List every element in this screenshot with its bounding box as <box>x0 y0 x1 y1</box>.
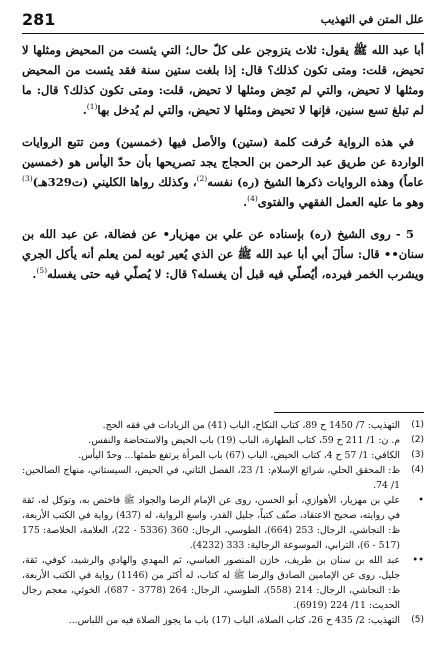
footnote-3 <box>22 448 424 463</box>
footnote-number: (1) <box>411 420 424 430</box>
page-header <box>22 10 424 32</box>
footnote-bio-1 <box>22 493 424 553</box>
bullet-marker: •• <box>412 555 424 566</box>
footnotes <box>22 418 424 628</box>
paragraph-2-text-b: ، وكذلك رواها الكليني (ت329هـ) <box>32 175 197 189</box>
footnote-5 <box>22 613 424 628</box>
footnote-number: (3) <box>411 450 424 460</box>
bullet-marker: • <box>418 495 424 506</box>
footnote-ref-2: (2) <box>196 174 208 184</box>
header-rule <box>22 33 424 34</box>
footnote-ref-5: (5) <box>36 266 48 276</box>
footnote-ref-3: (3) <box>22 174 33 184</box>
paragraph-3-text: 5 - روى الشيخ (ره) بإسناده عن علي بن مهزيار• عن فضالة، عن عبد الله بن سنان•• قال: سألَ أبي أبا عبد الله ﷺ عن الذي يُعير ثوبه لمن يعلم أنه يأكل الجري ويشرب الخمر فيرده، أيُصلّي فيه قبل أن يغسله؟ قال: لا يُصلّي فيه حتى يغسله <box>22 227 424 281</box>
footnote-text: التهذيب: 2/ 435 ح 26، كتاب الصلاة، الباب (17) باب ما يجوز الصلاة فيه من اللباس... <box>68 615 400 626</box>
footnote-text: م. ن: 1/ 211 ح 59، كتاب الطهارة، الباب (19) باب الحيض والاستحاضة والنفس. <box>88 435 400 446</box>
paragraph-3: 5 - روى الشيخ (ره) بإسناده عن علي بن مهزيار• عن فضالة، عن عبد الله بن سنان•• قال: سألَ أبي أبا عبد الله ﷺ عن الذي يُعير ثوبه لمن يعلم أنه يأكل الجري ويشرب الخمر فيرده، أيُصلّي فيه قبل أن يغسله؟ قال: لا يُصلّي فيه حتى يغسله$^{(5)}$. <box>22 227 424 281</box>
footnote-text: التهذيب: 7/ 1450 ح 89، كتاب النكاح، الباب (41) من الزيادات في فقه الحج. <box>102 420 400 431</box>
footnote-number: (2) <box>411 435 424 445</box>
paragraph-2-text-c: وهو ما عليه العمل الفقهي والفتوى <box>257 195 424 209</box>
footnote-text: علي بن مهزيار، الأهوازي، أبو الحسن، روى عن الإمام الرضا والجواد ﷺ فاختص به، وتوكل له، ثقة في روايته، صحيح الاعتقاد، صنّف كتباً، جليل القدر، واسع الرواية، له (437) رواية في الكتب الأربعة، ظ: النجاشي، الرجال: 253 (664)، الطوسي، الرجال: 360 (5336 - 22)، العلامة، الخلاصة: 175 (517 - 6)، الترابي، الموسوعة الرجالية: 333 (4232). <box>22 495 401 551</box>
paragraph-2-text: في هذه الرواية حُرفت كلمة (ستين) والأصل فيها (خمسين) ومن تتبع الروايات الواردة عن طريق عبد الرحمن بن الحجاج يجد تصريحها بأن حدّ اليأس هو (خمسين عاماً) وهذه الروايات ذكرها الشيخ (ره) نفسه <box>22 135 425 189</box>
main-text <box>22 40 424 284</box>
footnote-1 <box>22 418 424 433</box>
footnote-number: (4) <box>411 465 424 475</box>
footnote-separator <box>274 412 424 413</box>
paragraph-1-text: أبا عبد الله ﷺ يقول: ثلاث يتزوجن على كلّ حال؛ التي يئست من المحيض ومثلها لا تحيض، قلت: ومتى تكون كذلك؟ قال: إذا بلغت ستين سنة فقد يئست من المحيض ومثلها لا تحيض، والتي لم تَحِض ومثلها لا تحيض، قلت: ومتى تكون كذلك؟ قال: ما لم تبلغ تسع سنين، فإنها لا تحيض ومثلها لا تحيض، والتي لم يُدخل بها <box>22 43 424 117</box>
page-number: 281 <box>22 10 56 29</box>
footnote-number: (5) <box>411 615 424 625</box>
footnote-4 <box>22 463 424 493</box>
footnote-text: عبد الله بن سنان بن طريف، خازن المنصور العباسي، ثم المهدي والهادي والرشيد، كوفي، ثقة، جليل، روى عن الإمامين الصادق والرضا ﷺ له كتاب، له أكثر من (1146) رواية في الكتب الأربعة، ظ: النجاشي، الرجال: 214 (558)، الطوسي، الرجال: 264 (3778 - 687)، الخوئي، معجم رجال الحديث: 11/ 224 (6919). <box>22 555 400 611</box>
running-head: علل المتن في التهذيب <box>320 13 424 26</box>
paragraph-1: أبا عبد الله ﷺ يقول: ثلاث يتزوجن على كلّ حال؛ التي يئست من المحيض ومثلها لا تحيض، قلت: ومتى تكون كذلك؟ قال: إذا بلغت ستين سنة فقد يئست من المحيض ومثلها لا تحيض، والتي لم تَحِض ومثلها لا تحيض، قلت: ومتى تكون كذلك؟ قال: ما لم تبلغ تسع سنين، فإنها لا تحيض ومثلها لا تحيض، والتي لم يُدخل بها$^{(1)}$. <box>22 43 424 117</box>
footnote-bio-2 <box>22 553 424 613</box>
paragraph-2: في هذه الرواية حُرفت كلمة (ستين) والأصل فيها (خمسين) ومن تتبع الروايات الواردة عن طريق عبد الرحمن بن الحجاج يجد تصريحها بأن حدّ اليأس هو (خمسين عاماً) وهذه الروايات ذكرها الشيخ (ره) نفسه$^{(2)}$، وكذلك رواها الكليني (ت329هـ)$^{(3)}$ وهو ما عليه العمل الفقهي والفتوى$^{(4)}$. <box>22 135 425 209</box>
footnote-2 <box>22 433 424 448</box>
footnote-ref-4: (4) <box>247 194 258 204</box>
footnote-text: الكافي: 1/ 57 ح 4، كتاب الحيض، الباب (67) باب المرأة يرتفع طمثها... وحدّ اليأس. <box>78 450 400 461</box>
footnote-ref-1: (1) <box>86 102 98 112</box>
footnote-text: ظ: المحقق الحلي، شرائع الإسلام: 1/ 23، الفصل الثاني، في الحيض، السيستاني، منهاج الصالحين: 1/ 74. <box>22 465 400 491</box>
